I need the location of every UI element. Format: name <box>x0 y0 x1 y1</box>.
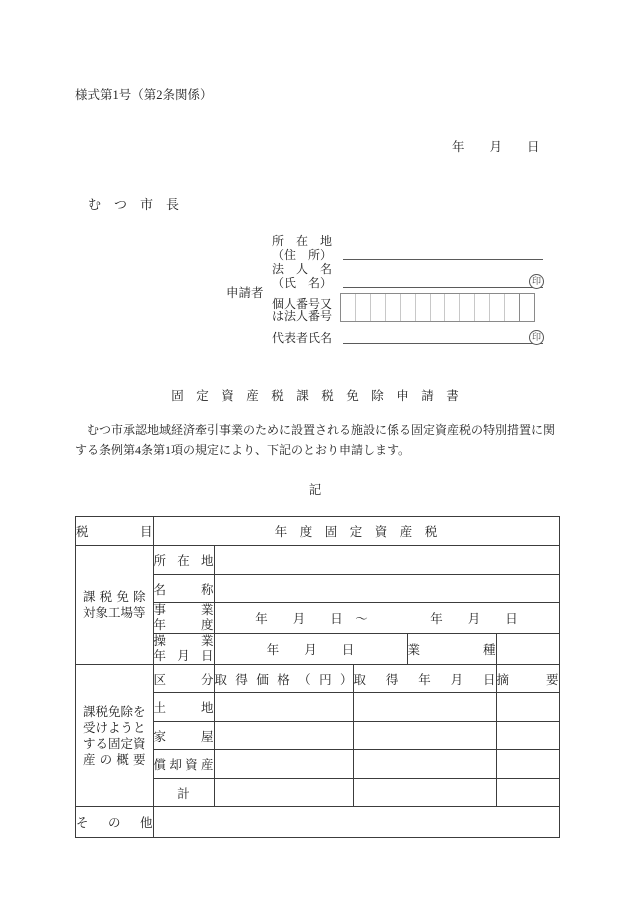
digit-cell[interactable] <box>341 294 356 321</box>
total-row-label: 計 <box>153 779 214 807</box>
fiscal-year-value[interactable]: 年 月 日 ～ 年 月 日 <box>214 603 559 634</box>
corporate-name-label-line1: 法 人 名 <box>272 262 333 276</box>
representative-label: 代表者氏名 <box>272 331 333 345</box>
digit-cell[interactable] <box>490 294 505 321</box>
body-text-line1: むつ市承認地域経済牽引事業のために設置される施設に係る固定資産税の特別措置に関 <box>75 423 556 437</box>
digit-cell[interactable] <box>505 294 520 321</box>
building-row-label: 家屋 <box>153 722 214 750</box>
name-label: 名称 <box>153 575 214 603</box>
date-line: 年 月 日 <box>452 140 540 154</box>
number-label-line2: は法人番号 <box>272 309 333 323</box>
land-row-label: 土地 <box>153 693 214 722</box>
table-row <box>76 807 560 838</box>
depreciable-price-cell[interactable] <box>214 750 353 779</box>
depreciable-note-cell[interactable] <box>496 750 559 779</box>
record-mark: 記 <box>308 483 322 497</box>
building-date-cell[interactable] <box>353 722 496 750</box>
other-value-cell[interactable] <box>153 807 559 838</box>
addressee: む つ 市 長 <box>88 197 180 212</box>
fiscal-year-label: 事業 年度 <box>153 603 214 632</box>
total-price-cell[interactable] <box>214 779 353 807</box>
tax-item-label: 税目 <box>76 517 154 546</box>
acquisition-date-header: 取得年月日 <box>353 665 496 693</box>
corporate-name-label-line2: （氏 名） <box>272 276 333 290</box>
total-date-cell[interactable] <box>353 779 496 807</box>
corporate-name-fill-line[interactable] <box>343 287 543 288</box>
factory-group-label: 課税免除 対象工場等 <box>76 546 154 665</box>
digit-cell[interactable] <box>401 294 416 321</box>
total-note-cell[interactable] <box>496 779 559 807</box>
location-value-cell[interactable] <box>214 546 559 575</box>
operation-date-label: 操業 年月日 <box>153 634 214 663</box>
building-price-cell[interactable] <box>214 722 353 750</box>
tax-item-value: 年 度 固 定 資 産 税 <box>153 517 559 546</box>
body-text-line2: する条例第4条第1項の規定により、下記のとおり申請します。 <box>75 443 411 457</box>
applicant-label: 申請者 <box>226 286 264 300</box>
table-row <box>76 546 560 575</box>
land-date-cell[interactable] <box>353 693 496 722</box>
asset-group-label: 課税免除を 受けようと する固定資 産の概要 <box>76 665 154 807</box>
digit-cell[interactable] <box>431 294 446 321</box>
address-fill-line[interactable] <box>343 259 543 260</box>
name-value-cell[interactable] <box>214 575 559 603</box>
seal-icon: 印 <box>529 274 544 289</box>
industry-label: 業種 <box>407 634 496 665</box>
land-note-cell[interactable] <box>496 693 559 722</box>
price-header: 取得価格（円） <box>214 665 353 693</box>
category-header: 区分 <box>153 665 214 693</box>
seal-icon: 印 <box>529 330 544 345</box>
digit-cell[interactable] <box>416 294 431 321</box>
form-number: 様式第1号（第2条関係） <box>75 88 213 102</box>
digit-cell[interactable] <box>475 294 490 321</box>
digit-cell[interactable] <box>520 294 534 321</box>
other-label: その他 <box>76 807 154 838</box>
depreciable-date-cell[interactable] <box>353 750 496 779</box>
document-title: 固 定 資 産 税 課 税 免 除 申 請 書 <box>171 389 459 403</box>
digit-cell[interactable] <box>371 294 386 321</box>
address-label-line2: （住 所） <box>272 248 333 262</box>
number-grid[interactable] <box>340 293 535 322</box>
application-table <box>75 516 560 838</box>
number-label-line1: 個人番号又 <box>272 297 333 311</box>
building-note-cell[interactable] <box>496 722 559 750</box>
digit-cell[interactable] <box>386 294 401 321</box>
industry-value-cell[interactable] <box>496 634 559 665</box>
depreciable-row-label: 償却資産 <box>153 750 214 779</box>
representative-fill-line[interactable] <box>343 343 543 344</box>
land-price-cell[interactable] <box>214 693 353 722</box>
table-row <box>76 665 560 693</box>
address-label-line1: 所 在 地 <box>272 234 333 248</box>
location-label: 所在地 <box>153 546 214 575</box>
operation-date-value[interactable]: 年 月 日 <box>214 634 407 665</box>
note-header: 摘要 <box>496 665 559 693</box>
digit-cell[interactable] <box>356 294 371 321</box>
digit-cell[interactable] <box>445 294 460 321</box>
table-row <box>76 517 560 546</box>
digit-cell[interactable] <box>460 294 475 321</box>
